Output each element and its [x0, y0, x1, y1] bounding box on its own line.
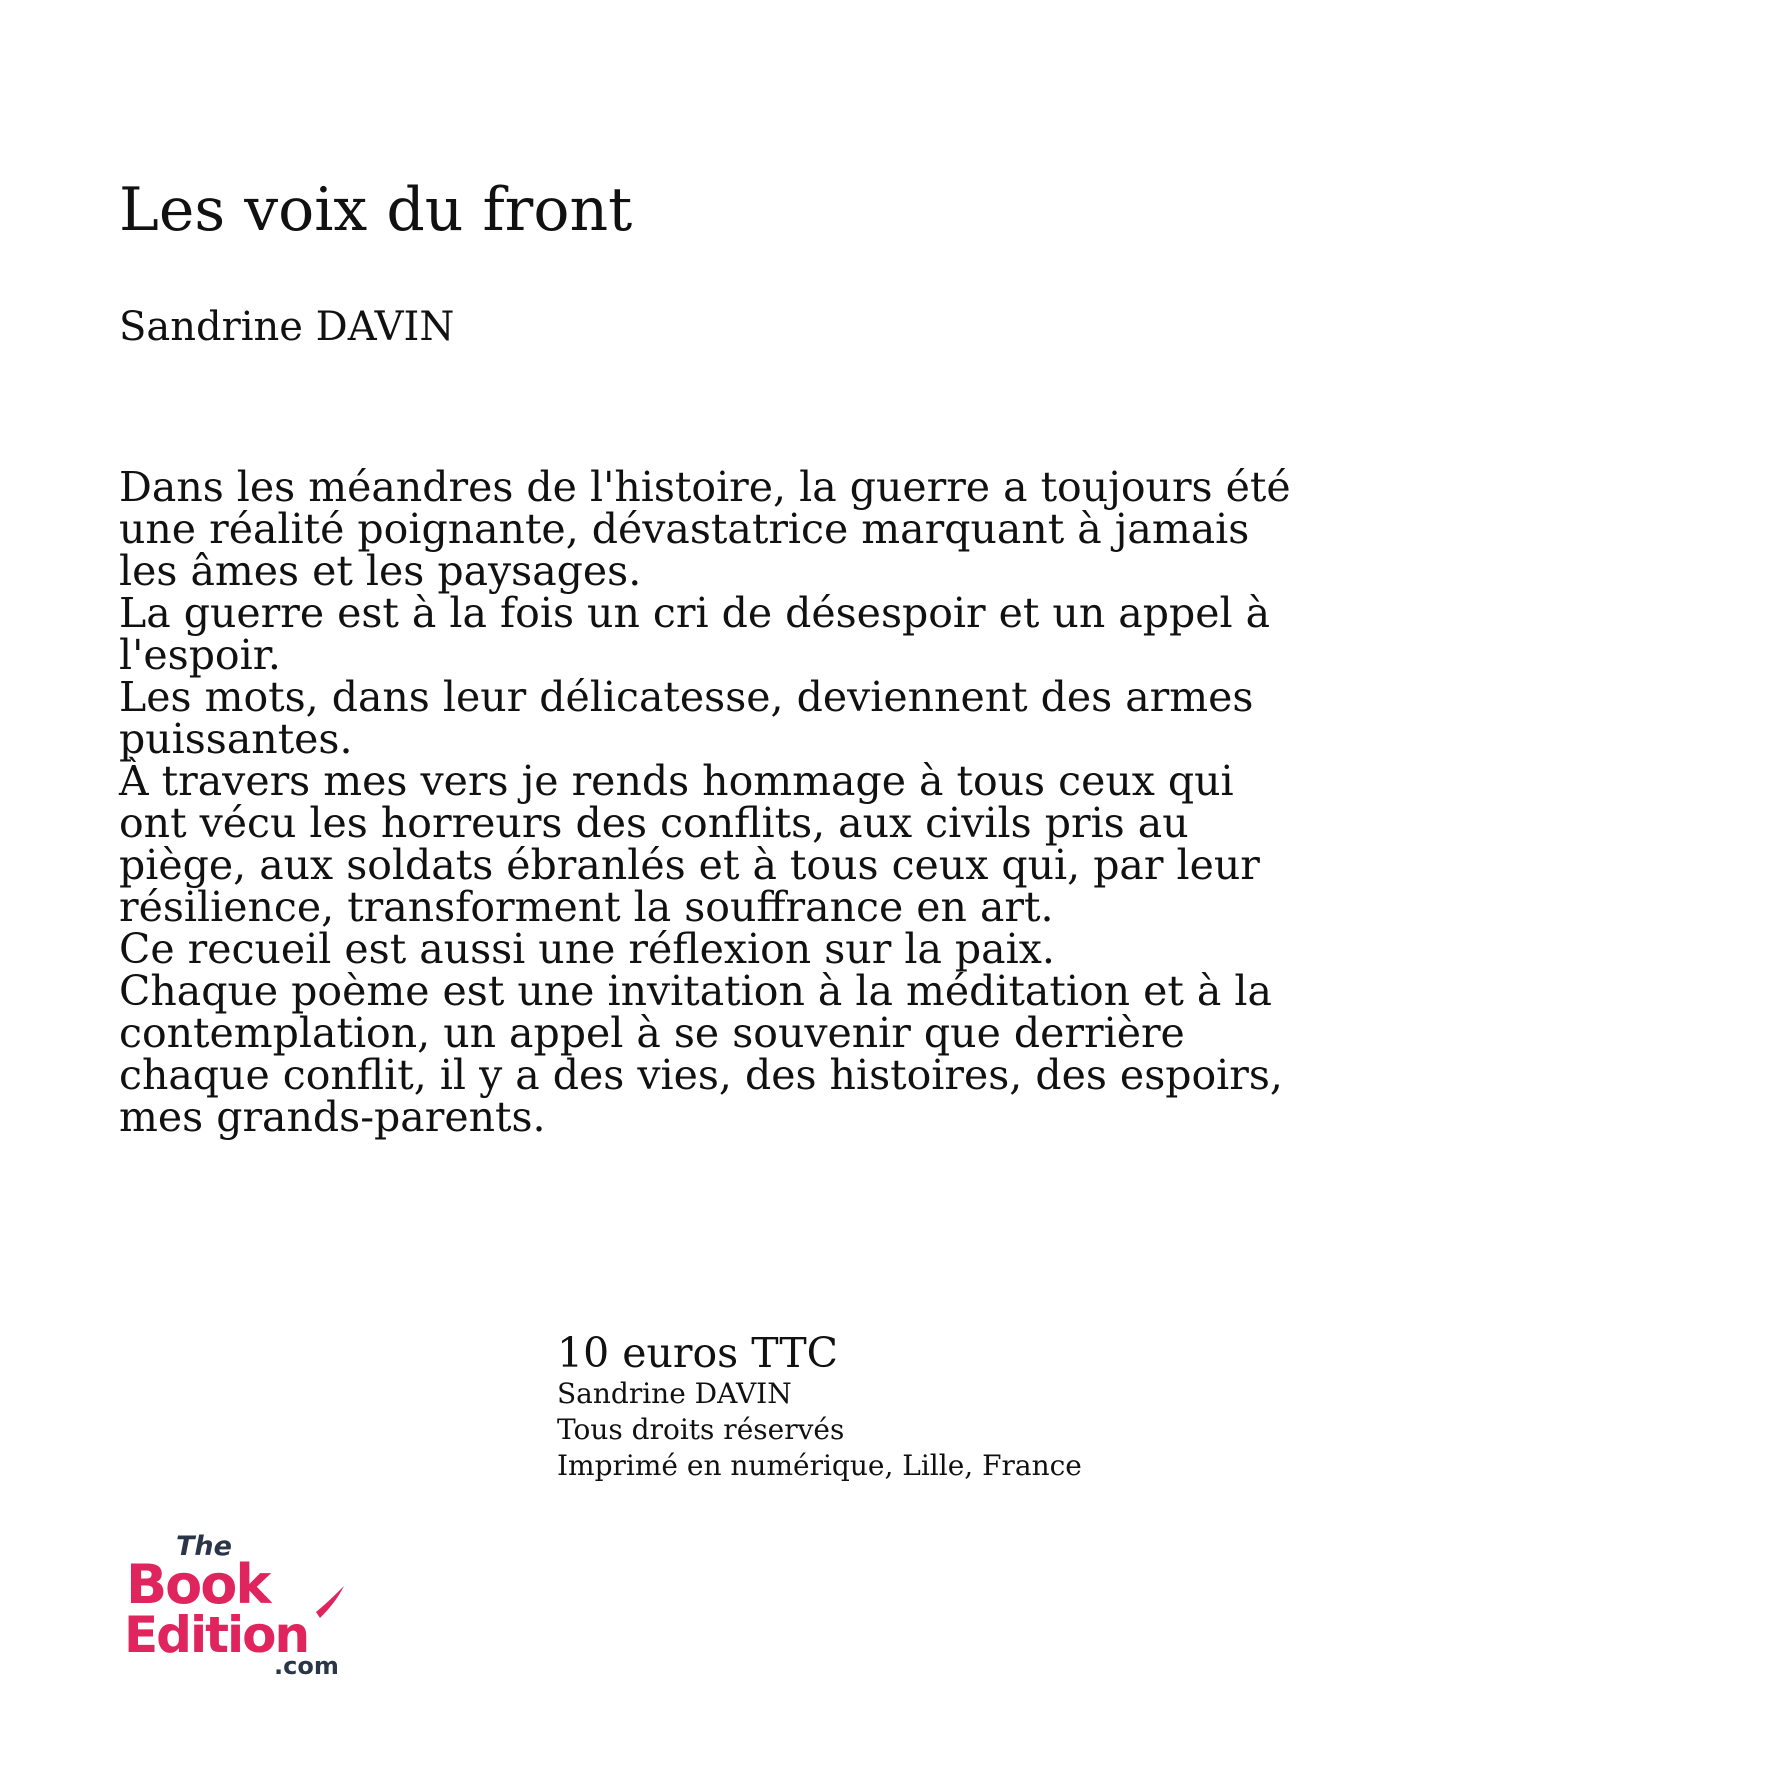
back-cover-blurb	[119, 463, 1349, 1141]
blurb-line: les âmes et les paysages.	[119, 547, 642, 595]
blurb-line: Les mots, dans leur délicatesse, deviennent des armes	[119, 673, 1254, 721]
blurb-line: piège, aux soldats ébranlés et à tous ceux qui, par leur	[119, 841, 1260, 889]
blurb-line: À travers mes vers je rends hommage à tous ceux qui	[119, 757, 1234, 805]
blurb-line: l'espoir.	[119, 631, 281, 679]
book-title: Les voix du front	[119, 175, 633, 245]
logo-com-text: .com	[274, 1652, 339, 1678]
blurb-line: chaque conflit, il y a des vies, des histoires, des espoirs,	[119, 1051, 1283, 1099]
rights-notice: Tous droits réservés	[557, 1413, 845, 1446]
logo-book-text: Book	[126, 1553, 270, 1616]
logo-the-text: The	[176, 1531, 232, 1562]
blurb-line: ont vécu les horreurs des conflits, aux civils pris au	[119, 799, 1189, 847]
blurb-line: Ce recueil est aussi une réflexion sur la paix.	[119, 925, 1055, 973]
blurb-line: mes grands-parents.	[119, 1093, 546, 1141]
blurb-line: une réalité poignante, dévastatrice marquant à jamais	[119, 505, 1250, 553]
blurb-line: Dans les méandres de l'histoire, la guerre a toujours été	[119, 463, 1291, 511]
blurb-line: puissantes.	[119, 715, 353, 763]
thebookedition-logo	[124, 1528, 364, 1678]
blurb-line: résilience, transforment la souffrance en art.	[119, 883, 1054, 931]
colophon	[557, 1330, 1082, 1484]
colophon-author: Sandrine DAVIN	[557, 1377, 792, 1410]
quill-icon	[316, 1586, 344, 1618]
blurb-line: Chaque poème est une invitation à la méditation et à la	[119, 967, 1272, 1015]
printing-notice: Imprimé en numérique, Lille, France	[557, 1449, 1082, 1482]
book-author: Sandrine DAVIN	[119, 304, 455, 350]
blurb-line: contemplation, un appel à se souvenir que derrière	[119, 1009, 1185, 1057]
price-label: 10 euros TTC	[557, 1329, 839, 1377]
logo-edition-text: Edition	[124, 1606, 309, 1664]
blurb-line: La guerre est à la fois un cri de désespoir et un appel à	[119, 589, 1271, 637]
